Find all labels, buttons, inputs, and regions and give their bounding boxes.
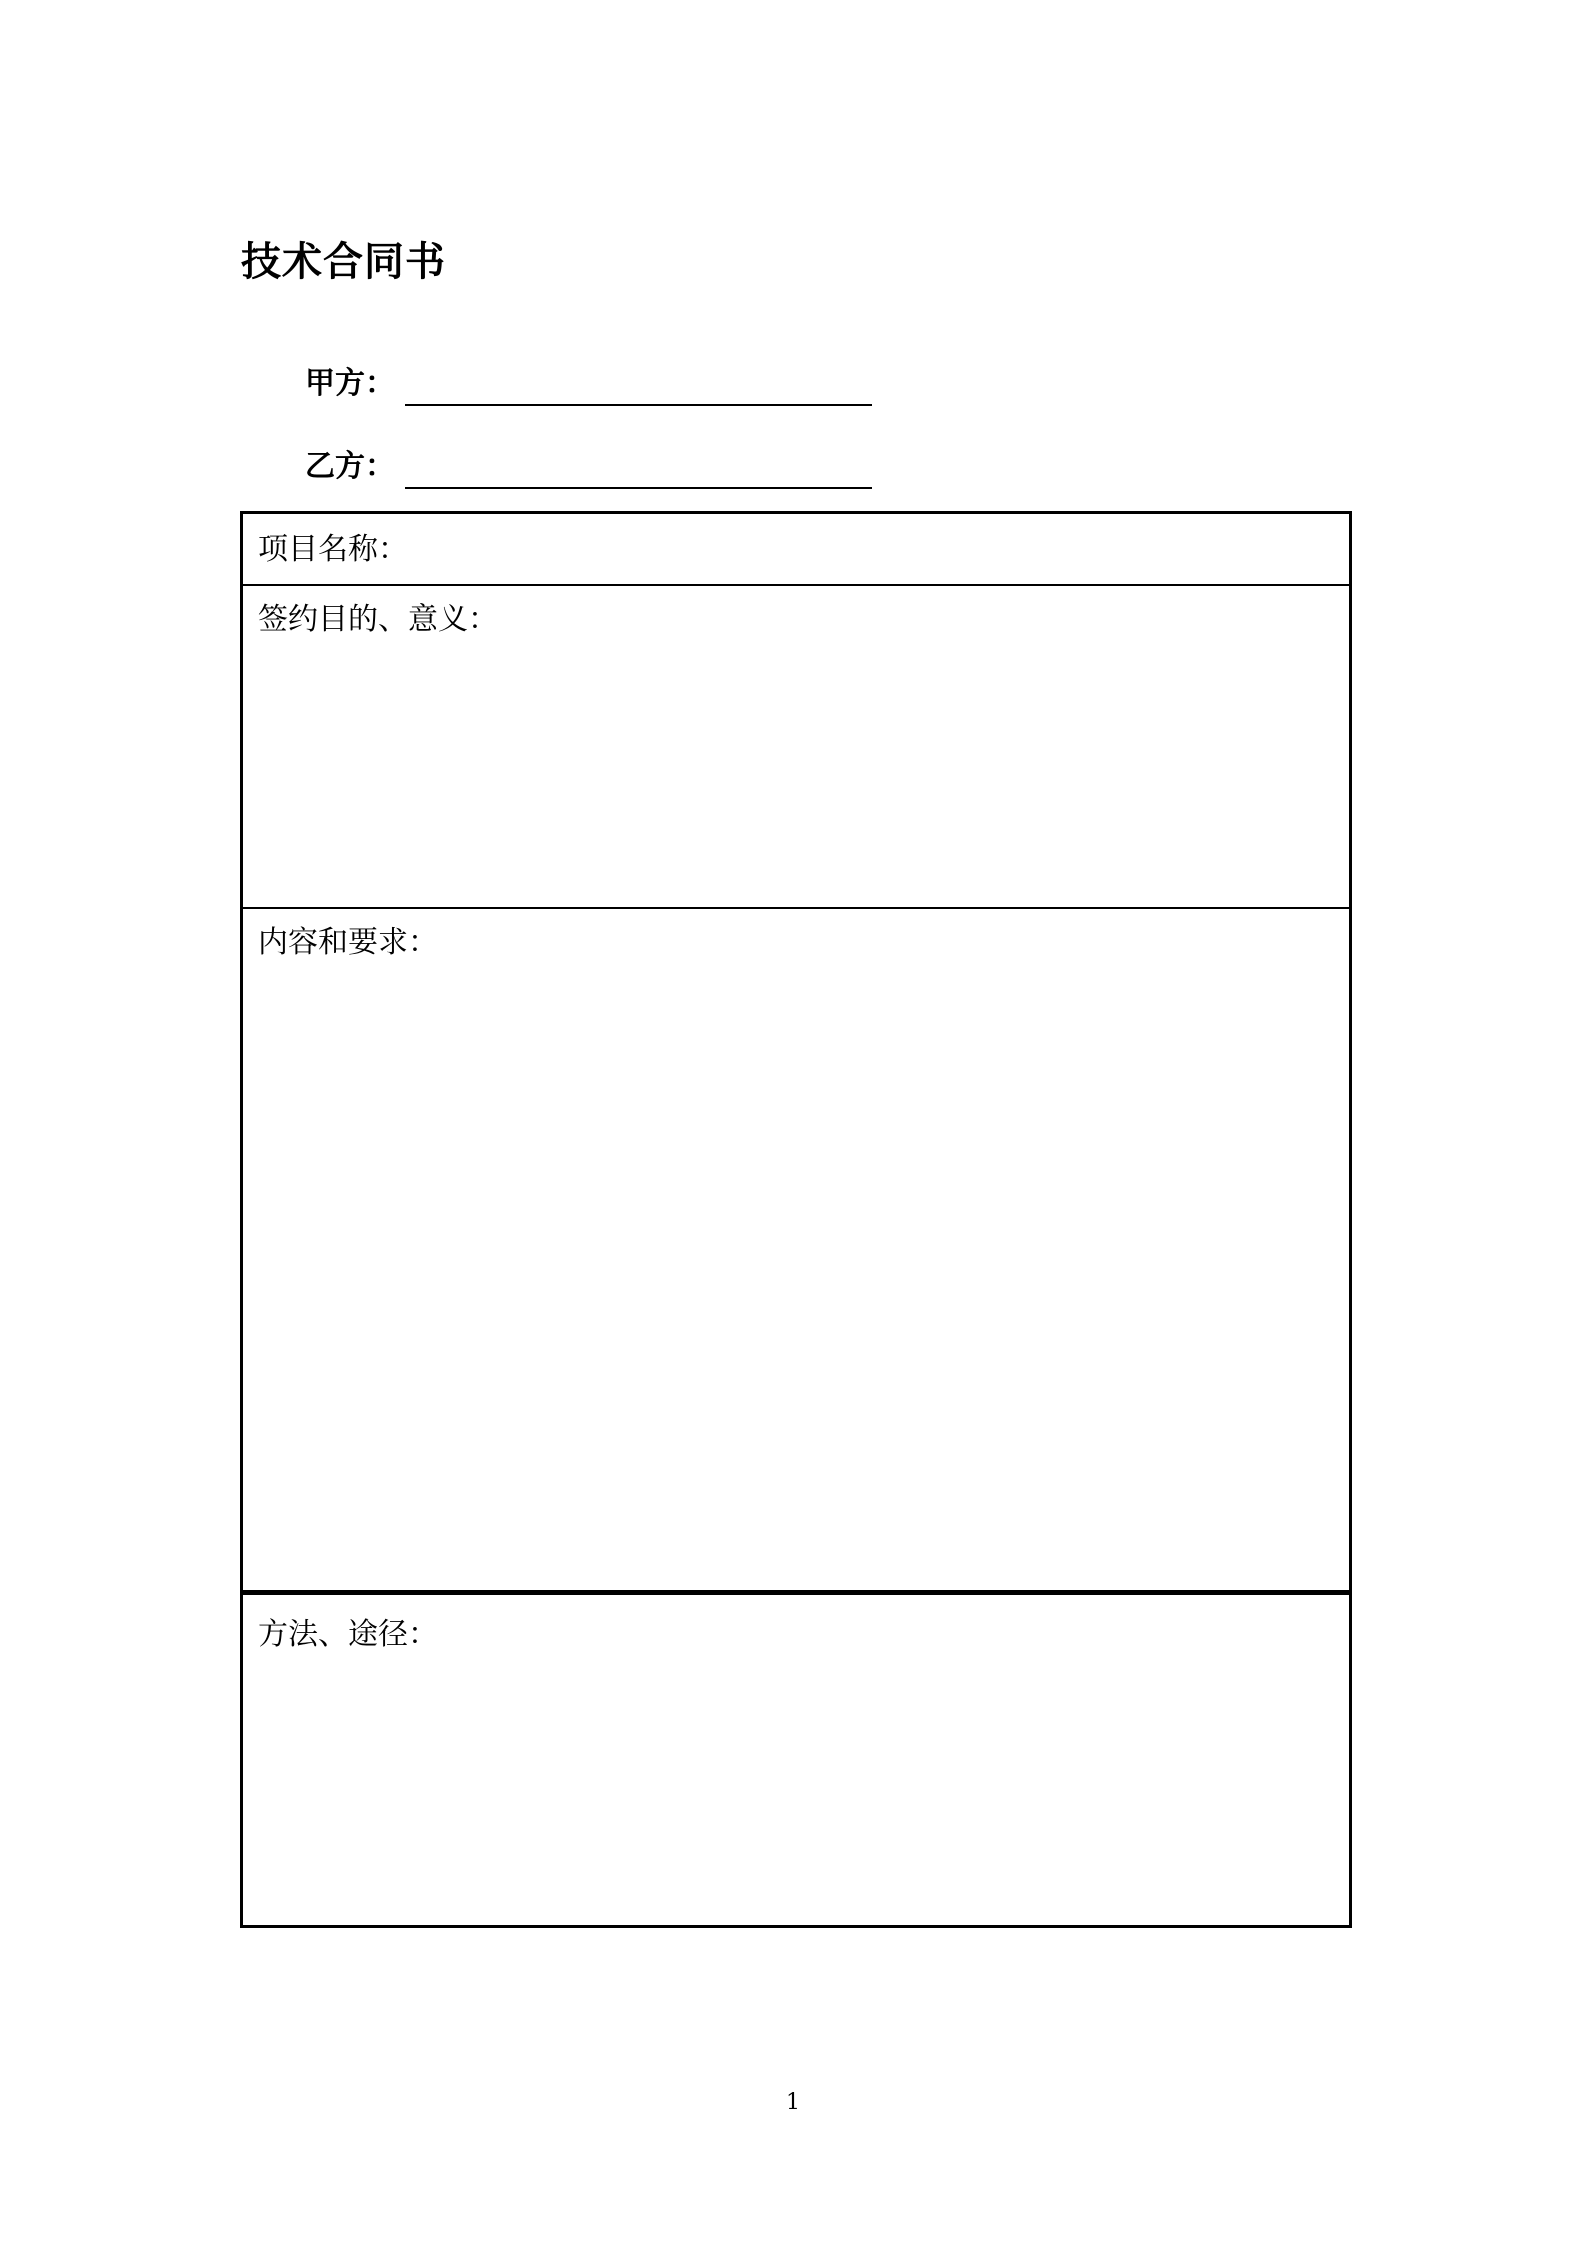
method-label: 方法、途径：	[258, 1617, 438, 1652]
page-number: 1	[786, 2090, 800, 2115]
party-a-blank-line[interactable]	[405, 404, 872, 406]
project-name-cell[interactable]	[243, 514, 1349, 586]
content-requirements-cell[interactable]	[243, 909, 1349, 1595]
party-b-label: 乙方：	[305, 449, 395, 484]
purpose-label: 签约目的、意义：	[258, 602, 498, 637]
party-a-label: 甲方：	[305, 366, 395, 401]
purpose-cell[interactable]	[243, 586, 1349, 909]
content-requirements-label: 内容和要求：	[258, 925, 438, 960]
contract-form-table	[240, 511, 1352, 1928]
document-title: 技术合同书	[241, 239, 446, 285]
method-cell[interactable]	[243, 1595, 1349, 1925]
project-name-label: 项目名称：	[258, 532, 408, 567]
party-b-row	[305, 443, 885, 491]
party-a-row	[305, 360, 885, 408]
party-b-blank-line[interactable]	[405, 487, 872, 489]
